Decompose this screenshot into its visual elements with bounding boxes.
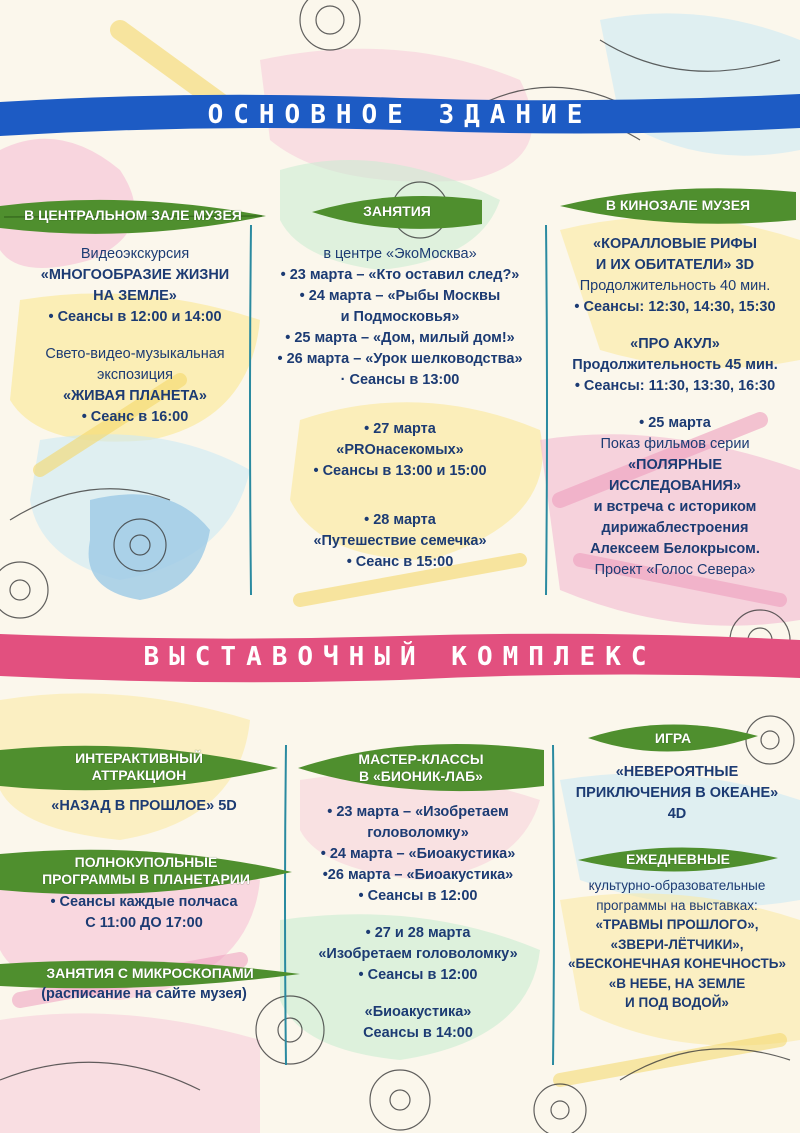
daily-content: культурно-образовательные программы на выставках: «ТРАВМЫ ПРОШЛОГО», «ЗВЕРИ-ЛЁТЧИКИ», «БЕСКОНЕЧНАЯ КОНЕЧНОСТЬ» «В НЕБЕ, НА ЗЕМЛЕ И ПОД ВОДОЙ» [568, 878, 786, 1011]
header-planetarium: ПОЛНОКУПОЛЬНЫЕ ПРОГРАММЫ В ПЛАНЕТАРИИ [0, 846, 292, 896]
section-banner-main-building [0, 90, 800, 140]
section-banner-exhibition-complex [0, 628, 800, 686]
header-master-classes: МАСТЕР-КЛАССЫ В «БИОНИК-ЛАБ» [298, 740, 544, 796]
header-game: ИГРА [588, 718, 758, 760]
header-classes: ЗАНЯТИЯ [312, 192, 482, 232]
header-interactive: ИНТЕРАКТИВНЫЙ АТТРАКЦИОН [0, 742, 278, 792]
game-content: «НЕВЕРОЯТНЫЕ ПРИКЛЮЧЕНИЯ В ОКЕАНЕ» 4D [575, 764, 779, 823]
section-title: ВЫСТАВОЧНЫЙ КОМПЛЕКС [143, 642, 657, 672]
column-divider [543, 225, 549, 595]
cinema-content: «КОРАЛЛОВЫЕ РИФЫ И ИХ ОБИТАТЕЛИ» 3D Продолжительность 40 мин. • Сеансы: 12:30, 14:30, 15:30 «ПРО АКУЛ» Продолжительность 45 мин. • Сеансы: 11:30, 13:30, 16:30 • 25 марта Показ фильмов серии «ПОЛЯРНЫЕ ИССЛЕДОВАНИЯ» и встреча с историком дирижаблестроения Алексеем Белокрысом. Проект «Голос Севера» [572, 236, 778, 579]
section-title: ОСНОВНОЕ ЗДАНИЕ [207, 100, 593, 130]
classes-content: в центре «ЭкоМосква» • 23 марта – «Кто оставил след?» • 24 марта – «Рыбы Москвы и Подмосковья» • 25 марта – «Дом, милый дом!» • 26 марта – «Урок шелководства» · Сеансы в 13:00 • 27 марта «PROнасекомых» • Сеансы в 13:00 и 15:00 • 28 марта «Путешествие семечка» • Сеанс в 15:00 [277, 246, 523, 571]
interactive-content: «НАЗАД В ПРОШЛОЕ» 5D [51, 798, 237, 814]
header-cinema: В КИНОЗАЛЕ МУЗЕЯ [560, 186, 796, 226]
central-hall-content: Видеоэкскурсия «МНОГООБРАЗИЕ ЖИЗНИ НА ЗЕМЛЕ» • Сеансы в 12:00 и 14:00 Свето-видео-музыкальная экспозиция «ЖИВАЯ ПЛАНЕТА» • Сеанс в 16:00 [40, 246, 230, 426]
header-central-hall: В ЦЕНТРАЛЬНОМ ЗАЛЕ МУЗЕЯ [0, 196, 266, 236]
header-daily: ЕЖЕДНЕВНЫЕ [578, 842, 778, 878]
master-classes-content: • 23 марта – «Изобретаем головоломку» • 24 марта – «Биоакустика» •26 марта – «Биоакустика» • Сеансы в 12:00 • 27 и 28 марта «Изобретаем головоломку» • Сеансы в 12:00 «Биоакустика» Сеансы в 14:00 [318, 804, 518, 1042]
planetarium-content: • Сеансы каждые полчаса С 11:00 ДО 17:00 [50, 894, 238, 932]
microscopes-content: (расписание на сайте музея) [41, 986, 247, 1002]
column-divider [283, 745, 289, 1065]
header-microscopes: ЗАНЯТИЯ С МИКРОСКОПАМИ [0, 958, 300, 990]
